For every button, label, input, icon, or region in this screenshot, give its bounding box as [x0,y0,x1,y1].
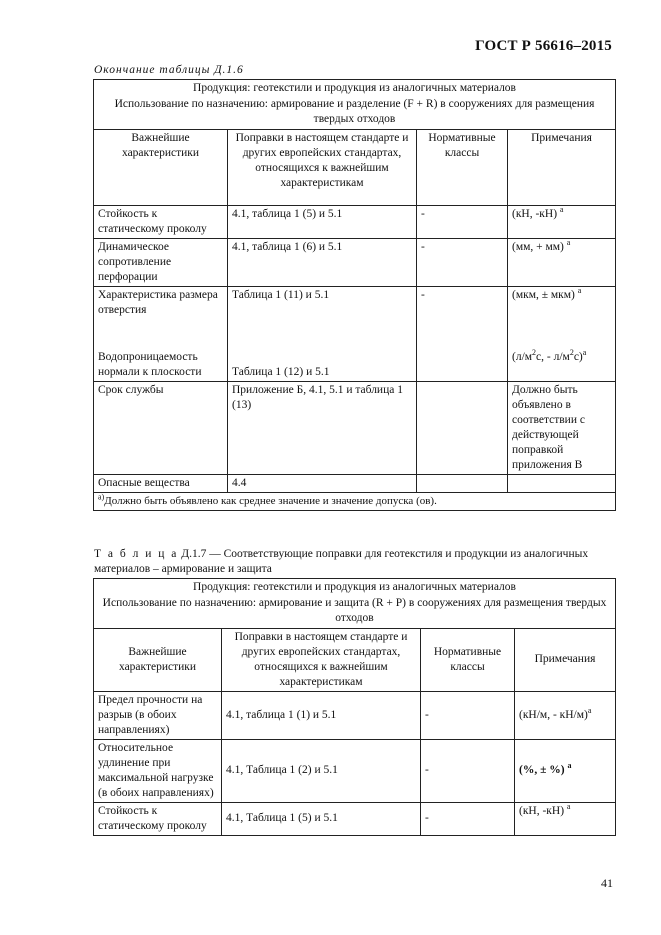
column-header: Важнейшие характеристики [94,129,228,205]
table-header-row [94,80,616,130]
column-header: Поправки в настоящем стандарте и других европейских стандартах, относящихся к важнейшим характеристикам [222,628,421,691]
table-d16-continuation [93,79,616,511]
note-cell: (кН, -кН) $^а$ [508,205,616,238]
reference-cell: 4.1, Таблица 1 (2) и 5.1 [222,739,421,802]
column-header: Примечания [515,628,616,691]
class-cell: - [421,691,515,739]
column-header: Поправки в настоящем стандарте и других европейских стандартах, относящихся к важнейшим характеристикам [228,129,417,205]
table-header-row [94,579,616,629]
product-line: Продукция: геотекстили и продукция из аналогичных материалов [193,82,516,94]
footnote-cell [94,492,616,510]
table-row [94,238,616,286]
class-cell [417,474,508,492]
note-cell: (%, ± %) $^а$ [515,739,616,802]
table-row [94,691,616,739]
characteristic-cell: Динамическое сопротивление перфорации [94,238,228,286]
footnote-row [94,492,616,510]
column-header: Нормативные классы [417,129,508,205]
note-cell: (кН, -кН) $^а$ [515,802,616,835]
reference-cell: 4.1, таблица 1 (6) и 5.1 [228,238,417,286]
table-row [94,286,616,381]
note-cell [508,474,616,492]
usage-line: Использование по назначению: армирование и разделение (F + R) в сооружениях для размещения твердых отходов [114,97,595,125]
class-cell: - [417,286,508,381]
column-header-row [94,628,616,691]
class-cell [417,381,508,474]
footnote-mark: а) [98,491,105,501]
reference-cell: Таблица 1 (11) и 5.1 Таблица 1 (12) и 5.1 [228,286,417,381]
reference-cell: 4.1, таблица 1 (5) и 5.1 [228,205,417,238]
class-cell: - [417,238,508,286]
characteristic-cell: Относительное удлинение при максимальной нагрузке (в обоих направлениях) [94,739,222,802]
product-usage-cell [94,80,616,130]
characteristic-cell: Предел прочности на разрыв (в обоих направлениях) [94,691,222,739]
table-row [94,739,616,802]
note-cell: (мм, + мм) $^а$ [508,238,616,286]
table-row [94,802,616,835]
class-cell: - [421,739,515,802]
class-cell: - [417,205,508,238]
reference-cell: 4.1, Таблица 1 (5) и 5.1 [222,802,421,835]
column-header: Нормативные классы [421,628,515,691]
note-cell: (кН/м, - кН/м)$^а$ [515,691,616,739]
product-usage-cell [94,579,616,629]
characteristic-cell: Срок службы [94,381,228,474]
footnote-text: Должно быть объявлено как среднее значение и значение допуска (ов). [104,494,437,507]
class-cell: - [421,802,515,835]
document-id: ГОСТ Р 56616–2015 [475,38,612,54]
page-number: 41 [601,876,613,890]
characteristic-cell: Характеристика размера отверстия Водопроницаемость нормали к плоскости [94,286,228,381]
table-continuation-caption: Окончание таблицы Д.1.6 [94,64,244,76]
column-header: Примечания [508,129,616,205]
column-header: Важнейшие характеристики [94,628,222,691]
column-header-row [94,129,616,205]
characteristic-cell: Стойкость к статическому проколу [94,205,228,238]
reference-cell: 4.1, таблица 1 (1) и 5.1 [222,691,421,739]
characteristic-cell: Опасные вещества [94,474,228,492]
table-d17 [93,578,616,836]
usage-line: Использование по назначению: армирование и защита (R + P) в сооружениях для размещения твердых отходов [102,596,607,624]
reference-cell: 4.4 [228,474,417,492]
product-line: Продукция: геотекстили и продукция из аналогичных материалов [193,581,516,593]
table-d17-caption: Т а б л и ц а Д.1.7 — Соответствующие поправки для геотекстиля и продукции из аналогичных материалов – армирование и защита [94,548,589,575]
table-row [94,381,616,474]
characteristic-cell: Стойкость к статическому проколу [94,802,222,835]
note-cell: (мкм, ± мкм) $^а$ ($л/м^2с$, - $л/м^2с)^а$ [508,286,616,381]
reference-cell: Приложение Б, 4.1, 5.1 и таблица 1 (13) [228,381,417,474]
table-row [94,205,616,238]
note-cell: Должно быть объявлено в соответствии с действующей поправкой приложения В [508,381,616,474]
table-row [94,474,616,492]
